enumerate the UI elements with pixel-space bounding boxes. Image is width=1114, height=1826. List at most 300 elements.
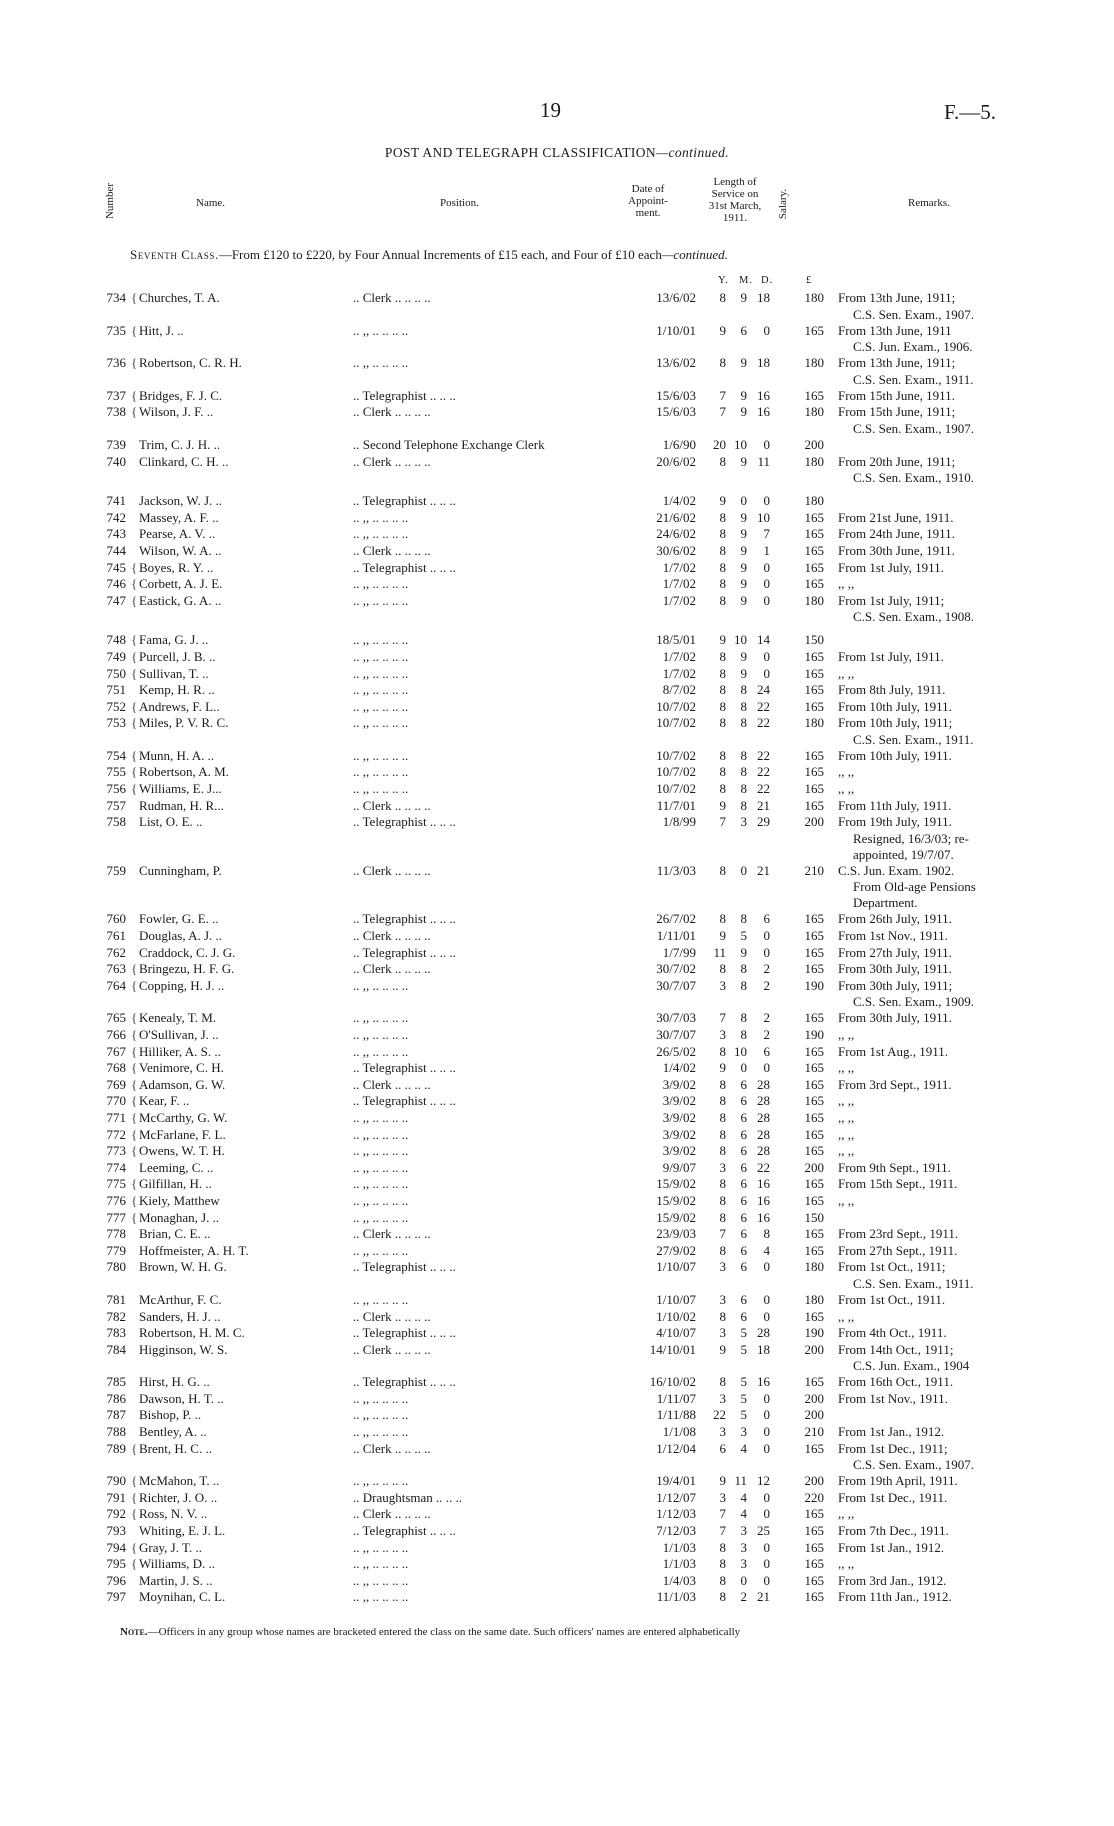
group-bracket: { bbox=[131, 1093, 138, 1109]
row-service-months: 5 bbox=[740, 928, 747, 944]
row-name: O'Sullivan, J. .. bbox=[139, 1027, 219, 1042]
row-service-months: 3 bbox=[740, 1539, 747, 1555]
row-service-months: 6 bbox=[740, 1176, 747, 1192]
row-position: .. Telegraphist .. .. .. bbox=[353, 1060, 456, 1076]
row-position: .. ,, .. .. .. .. bbox=[353, 509, 409, 525]
row-appointment-date: 10/7/02 bbox=[656, 747, 696, 763]
row-number: 791 bbox=[106, 1489, 126, 1505]
row-salary: 200 bbox=[804, 814, 824, 830]
row-remarks: From 10th July, 1911; bbox=[838, 715, 953, 731]
table-row bbox=[0, 526, 1114, 543]
row-service-years: 3 bbox=[719, 1027, 726, 1042]
row-salary: 165 bbox=[804, 1556, 824, 1572]
group-bracket: { bbox=[131, 665, 138, 681]
row-service-years: 9 bbox=[719, 632, 726, 648]
group-bracket: { bbox=[131, 781, 138, 797]
row-salary: 180 bbox=[804, 290, 824, 305]
row-service-months: 5 bbox=[740, 1390, 747, 1406]
row-number: 796 bbox=[106, 1572, 126, 1588]
row-service-days: 0 bbox=[763, 944, 770, 960]
row-name: Richter, J. O. .. bbox=[139, 1489, 218, 1505]
row-number: 774 bbox=[106, 1159, 126, 1175]
class-heading-label: Seventh Class. bbox=[130, 247, 219, 262]
row-service-years: 8 bbox=[719, 1192, 726, 1208]
row-service-years: 8 bbox=[719, 1043, 726, 1059]
row-name: Martin, J. S. .. bbox=[139, 1572, 213, 1588]
row-service-years: 8 bbox=[719, 1076, 726, 1092]
document-reference: F.—5. bbox=[944, 100, 996, 124]
row-service-days: 0 bbox=[763, 1390, 770, 1406]
row-appointment-date: 30/7/03 bbox=[656, 1010, 696, 1026]
row-salary: 180 bbox=[804, 404, 824, 420]
row-service-years: 3 bbox=[719, 1325, 726, 1341]
row-remarks: ,, ,, bbox=[838, 764, 855, 780]
row-service-days: 24 bbox=[757, 682, 770, 698]
row-number: 786 bbox=[106, 1390, 126, 1406]
table-row bbox=[0, 1143, 1114, 1160]
row-service-months: 6 bbox=[740, 1291, 747, 1307]
row-salary: 165 bbox=[804, 559, 824, 575]
row-name: Ross, N. V. .. bbox=[139, 1506, 208, 1522]
row-service-months: 8 bbox=[740, 977, 747, 993]
row-name: Miles, P. V. R. C. bbox=[139, 715, 229, 731]
row-position: .. ,, .. .. .. .. bbox=[353, 1109, 409, 1125]
row-salary: 165 bbox=[804, 1010, 824, 1026]
remarks-continuation bbox=[0, 609, 1114, 625]
row-service-months: 9 bbox=[740, 944, 747, 960]
row-number: 779 bbox=[106, 1242, 126, 1258]
row-position: .. ,, .. .. .. .. bbox=[353, 1407, 409, 1423]
row-name: Purcell, J. B. .. bbox=[139, 648, 216, 664]
table-row bbox=[0, 764, 1114, 781]
row-salary: 165 bbox=[804, 1226, 824, 1242]
row-service-days: 0 bbox=[763, 1556, 770, 1572]
row-appointment-date: 26/7/02 bbox=[656, 911, 696, 927]
row-position: .. Clerk .. .. .. .. bbox=[353, 290, 431, 305]
row-service-years: 8 bbox=[719, 1556, 726, 1572]
row-salary: 165 bbox=[804, 1374, 824, 1390]
row-position: .. Draughtsman .. .. .. bbox=[353, 1489, 463, 1505]
row-service-years: 7 bbox=[719, 404, 726, 420]
row-service-years: 7 bbox=[719, 1226, 726, 1242]
row-name: Fama, G. J. .. bbox=[139, 632, 209, 648]
group-bracket: { bbox=[131, 1176, 138, 1192]
row-salary: 165 bbox=[804, 542, 824, 558]
row-number: 737 bbox=[106, 387, 126, 403]
row-service-days: 0 bbox=[763, 1489, 770, 1505]
group-bracket: { bbox=[131, 747, 138, 763]
row-number: 762 bbox=[106, 944, 126, 960]
row-service-days: 4 bbox=[763, 1242, 770, 1258]
row-position: .. ,, .. .. .. .. bbox=[353, 526, 409, 542]
row-service-days: 0 bbox=[763, 1506, 770, 1522]
group-bracket: { bbox=[131, 977, 138, 993]
row-number: 789 bbox=[106, 1440, 126, 1456]
row-service-months: 6 bbox=[740, 1143, 747, 1159]
group-bracket: { bbox=[131, 1043, 138, 1059]
row-service-months: 6 bbox=[740, 1192, 747, 1208]
row-remarks: From 30th July, 1911. bbox=[838, 961, 952, 977]
row-service-years: 3 bbox=[719, 977, 726, 993]
row-salary: 165 bbox=[804, 781, 824, 797]
row-service-days: 0 bbox=[763, 1440, 770, 1456]
row-number: 752 bbox=[106, 698, 126, 714]
row-service-years: 8 bbox=[719, 453, 726, 469]
row-remarks: From 1st Nov., 1911. bbox=[838, 1390, 948, 1406]
row-service-days: 16 bbox=[757, 404, 770, 420]
row-position: .. Telegraphist .. .. .. bbox=[353, 1325, 456, 1341]
row-salary: 180 bbox=[804, 493, 824, 509]
table-row bbox=[0, 1243, 1114, 1260]
row-service-months: 9 bbox=[740, 542, 747, 558]
row-service-years: 9 bbox=[719, 493, 726, 509]
group-bracket: { bbox=[131, 1126, 138, 1142]
row-remarks: From 8th July, 1911. bbox=[838, 682, 946, 698]
row-service-days: 8 bbox=[763, 1226, 770, 1242]
row-service-months: 6 bbox=[740, 1126, 747, 1142]
row-appointment-date: 15/9/02 bbox=[656, 1176, 696, 1192]
row-service-days: 21 bbox=[757, 1589, 770, 1605]
row-service-years: 9 bbox=[719, 322, 726, 338]
group-bracket: { bbox=[131, 1556, 138, 1572]
group-bracket: { bbox=[131, 1506, 138, 1522]
group-bracket: { bbox=[131, 1143, 138, 1159]
row-service-days: 22 bbox=[757, 764, 770, 780]
row-appointment-date: 1/4/02 bbox=[662, 493, 696, 509]
row-number: 741 bbox=[106, 493, 126, 509]
remarks-continuation-text: C.S. Sen. Exam., 1909. bbox=[853, 994, 974, 1010]
row-number: 751 bbox=[106, 682, 126, 698]
row-salary: 190 bbox=[804, 1027, 824, 1042]
row-service-years: 8 bbox=[719, 715, 726, 731]
row-appointment-date: 7/12/03 bbox=[656, 1523, 696, 1539]
row-service-days: 7 bbox=[763, 526, 770, 542]
row-remarks: From 30th July, 1911; bbox=[838, 977, 953, 993]
row-remarks: From 1st July, 1911. bbox=[838, 648, 944, 664]
row-appointment-date: 1/8/99 bbox=[662, 814, 696, 830]
table-row bbox=[0, 798, 1114, 815]
row-service-days: 28 bbox=[757, 1093, 770, 1109]
row-service-days: 28 bbox=[757, 1325, 770, 1341]
row-name: Gray, J. T. .. bbox=[139, 1539, 202, 1555]
subheader-years: Y. bbox=[718, 275, 729, 286]
table-row bbox=[0, 1374, 1114, 1391]
row-service-months: 9 bbox=[740, 290, 747, 305]
classification-table bbox=[0, 290, 1114, 1606]
table-row bbox=[0, 1473, 1114, 1490]
table-row bbox=[0, 1441, 1114, 1458]
row-salary: 180 bbox=[804, 1291, 824, 1307]
remarks-continuation bbox=[0, 831, 1114, 847]
row-position: .. ,, .. .. .. .. bbox=[353, 355, 409, 371]
remarks-continuation-text: C.S. Sen. Exam., 1911. bbox=[853, 371, 974, 387]
row-position: .. ,, .. .. .. .. bbox=[353, 1126, 409, 1142]
row-appointment-date: 30/7/07 bbox=[656, 977, 696, 993]
row-position: .. ,, .. .. .. .. bbox=[353, 1242, 409, 1258]
table-row bbox=[0, 1176, 1114, 1193]
row-remarks: From 24th June, 1911. bbox=[838, 526, 955, 542]
row-service-days: 2 bbox=[763, 961, 770, 977]
row-name: Sanders, H. J. .. bbox=[139, 1308, 221, 1324]
row-position: .. Telegraphist .. .. .. bbox=[353, 1374, 456, 1390]
row-number: 771 bbox=[106, 1109, 126, 1125]
row-appointment-date: 9/9/07 bbox=[662, 1159, 696, 1175]
row-name: Massey, A. F. .. bbox=[139, 509, 219, 525]
page-number: 19 bbox=[540, 98, 561, 122]
row-service-days: 0 bbox=[763, 665, 770, 681]
row-name: Adamson, G. W. bbox=[139, 1076, 226, 1092]
row-remarks: ,, ,, bbox=[838, 576, 855, 592]
row-position: .. Clerk .. .. .. .. bbox=[353, 862, 431, 878]
row-service-months: 3 bbox=[740, 1424, 747, 1440]
row-service-days: 0 bbox=[763, 1424, 770, 1440]
table-row bbox=[0, 1424, 1114, 1441]
row-remarks: From 27th July, 1911. bbox=[838, 944, 952, 960]
row-salary: 180 bbox=[804, 355, 824, 371]
row-number: 739 bbox=[106, 436, 126, 452]
row-service-years: 8 bbox=[719, 1109, 726, 1125]
row-position: .. Clerk .. .. .. .. bbox=[353, 961, 431, 977]
row-salary: 200 bbox=[804, 1407, 824, 1423]
row-service-years: 9 bbox=[719, 797, 726, 813]
row-salary: 165 bbox=[804, 1308, 824, 1324]
row-service-days: 0 bbox=[763, 576, 770, 592]
row-remarks: From 13th June, 1911 bbox=[838, 322, 952, 338]
remarks-continuation bbox=[0, 421, 1114, 437]
row-appointment-date: 1/12/07 bbox=[656, 1489, 696, 1505]
row-position: .. ,, .. .. .. .. bbox=[353, 1572, 409, 1588]
row-salary: 165 bbox=[804, 1093, 824, 1109]
row-appointment-date: 1/7/02 bbox=[662, 592, 696, 608]
table-row bbox=[0, 1027, 1114, 1044]
row-salary: 165 bbox=[804, 648, 824, 664]
row-number: 793 bbox=[106, 1523, 126, 1539]
row-salary: 165 bbox=[804, 1192, 824, 1208]
row-name: Leeming, C. .. bbox=[139, 1159, 214, 1175]
row-position: .. ,, .. .. .. .. bbox=[353, 1143, 409, 1159]
row-service-days: 18 bbox=[757, 1341, 770, 1357]
row-position: .. Clerk .. .. .. .. bbox=[353, 542, 431, 558]
row-position: .. ,, .. .. .. .. bbox=[353, 715, 409, 731]
row-salary: 210 bbox=[804, 1424, 824, 1440]
group-bracket: { bbox=[131, 322, 138, 338]
row-name: Bishop, P. .. bbox=[139, 1407, 202, 1423]
row-salary: 165 bbox=[804, 698, 824, 714]
row-appointment-date: 1/7/99 bbox=[662, 944, 696, 960]
table-row bbox=[0, 699, 1114, 716]
row-salary: 180 bbox=[804, 453, 824, 469]
row-appointment-date: 14/10/01 bbox=[649, 1341, 696, 1357]
row-remarks: From 10th July, 1911. bbox=[838, 747, 952, 763]
table-row bbox=[0, 1226, 1114, 1243]
row-remarks: ,, ,, bbox=[838, 1556, 855, 1572]
table-row bbox=[0, 576, 1114, 593]
row-remarks: From 13th June, 1911; bbox=[838, 290, 956, 305]
row-name: Bentley, A. .. bbox=[139, 1424, 207, 1440]
remarks-continuation-text: C.S. Jun. Exam., 1904 bbox=[853, 1358, 970, 1374]
row-remarks: From 1st July, 1911. bbox=[838, 559, 944, 575]
row-salary: 190 bbox=[804, 1325, 824, 1341]
row-remarks: ,, ,, bbox=[838, 1109, 855, 1125]
row-service-months: 6 bbox=[740, 1259, 747, 1275]
row-service-months: 8 bbox=[740, 698, 747, 714]
row-service-years: 8 bbox=[719, 526, 726, 542]
row-appointment-date: 1/10/07 bbox=[656, 1259, 696, 1275]
row-salary: 165 bbox=[804, 1076, 824, 1092]
table-row bbox=[0, 1325, 1114, 1342]
row-service-months: 8 bbox=[740, 682, 747, 698]
subheader-days: D. bbox=[761, 275, 774, 286]
row-name: Craddock, C. J. G. bbox=[139, 944, 236, 960]
row-appointment-date: 11/3/03 bbox=[656, 862, 696, 878]
row-salary: 165 bbox=[804, 797, 824, 813]
row-service-years: 8 bbox=[719, 290, 726, 305]
table-row bbox=[0, 355, 1114, 372]
row-service-years: 8 bbox=[719, 648, 726, 664]
title-suffix: —continued. bbox=[656, 145, 730, 160]
row-remarks: From 3rd Jan., 1912. bbox=[838, 1572, 947, 1588]
table-row bbox=[0, 1010, 1114, 1027]
row-remarks: C.S. Jun. Exam. 1902. bbox=[838, 862, 955, 878]
row-service-days: 22 bbox=[757, 715, 770, 731]
row-name: McArthur, F. C. bbox=[139, 1291, 222, 1307]
row-salary: 180 bbox=[804, 1259, 824, 1275]
row-number: 748 bbox=[106, 632, 126, 648]
row-position: .. Telegraphist .. .. .. bbox=[353, 1523, 456, 1539]
row-name: Brian, C. E. .. bbox=[139, 1226, 211, 1242]
row-service-days: 2 bbox=[763, 977, 770, 993]
row-remarks: ,, ,, bbox=[838, 781, 855, 797]
table-row bbox=[0, 437, 1114, 454]
row-name: Bringezu, H. F. G. bbox=[139, 961, 235, 977]
row-salary: 165 bbox=[804, 509, 824, 525]
row-service-days: 22 bbox=[757, 747, 770, 763]
row-position: .. ,, .. .. .. .. bbox=[353, 322, 409, 338]
row-service-days: 6 bbox=[763, 1043, 770, 1059]
row-name: Kenealy, T. M. bbox=[139, 1010, 217, 1026]
remarks-continuation-text: C.S. Sen. Exam., 1908. bbox=[853, 609, 974, 625]
row-name: Churches, T. A. bbox=[139, 290, 220, 305]
row-service-years: 7 bbox=[719, 1523, 726, 1539]
table-row bbox=[0, 1210, 1114, 1227]
row-appointment-date: 1/12/03 bbox=[656, 1506, 696, 1522]
row-appointment-date: 8/7/02 bbox=[662, 682, 696, 698]
group-bracket: { bbox=[131, 592, 138, 608]
row-remarks: From 1st July, 1911; bbox=[838, 592, 945, 608]
row-appointment-date: 3/9/02 bbox=[662, 1109, 696, 1125]
row-name: Dawson, H. T. .. bbox=[139, 1390, 224, 1406]
row-number: 735 bbox=[106, 322, 126, 338]
row-number: 770 bbox=[106, 1093, 126, 1109]
group-bracket: { bbox=[131, 1027, 138, 1042]
row-salary: 165 bbox=[804, 944, 824, 960]
row-name: Robertson, C. R. H. bbox=[139, 355, 242, 371]
header-length-line: 31st March, bbox=[708, 200, 762, 212]
group-bracket: { bbox=[131, 576, 138, 592]
row-name: Higginson, W. S. bbox=[139, 1341, 228, 1357]
row-name: Moynihan, C. L. bbox=[139, 1589, 226, 1605]
row-number: 743 bbox=[106, 526, 126, 542]
row-remarks: ,, ,, bbox=[838, 1093, 855, 1109]
row-position: .. ,, .. .. .. .. bbox=[353, 1192, 409, 1208]
row-service-months: 8 bbox=[740, 764, 747, 780]
row-appointment-date: 1/1/03 bbox=[662, 1556, 696, 1572]
row-appointment-date: 26/5/02 bbox=[656, 1043, 696, 1059]
row-position: .. Clerk .. .. .. .. bbox=[353, 1308, 431, 1324]
remarks-continuation bbox=[0, 847, 1114, 863]
row-number: 745 bbox=[106, 559, 126, 575]
row-number: 769 bbox=[106, 1076, 126, 1092]
row-remarks: From 3rd Sept., 1911. bbox=[838, 1076, 952, 1092]
row-name: Wilson, J. F. .. bbox=[139, 404, 214, 420]
row-service-years: 3 bbox=[719, 1259, 726, 1275]
page-title bbox=[0, 145, 1114, 161]
row-appointment-date: 15/6/03 bbox=[656, 404, 696, 420]
row-service-years: 8 bbox=[719, 542, 726, 558]
row-salary: 200 bbox=[804, 1341, 824, 1357]
group-bracket: { bbox=[131, 1010, 138, 1026]
row-position: .. ,, .. .. .. .. bbox=[353, 1176, 409, 1192]
row-position: .. ,, .. .. .. .. bbox=[353, 665, 409, 681]
table-row bbox=[0, 715, 1114, 732]
row-position: .. Telegraphist .. .. .. bbox=[353, 493, 456, 509]
row-position: .. Clerk .. .. .. .. bbox=[353, 928, 431, 944]
remarks-continuation-text: Department. bbox=[853, 895, 918, 911]
row-number: 784 bbox=[106, 1341, 126, 1357]
row-position: .. Telegraphist .. .. .. bbox=[353, 911, 456, 927]
row-position: .. Telegraphist .. .. .. bbox=[353, 387, 456, 403]
row-appointment-date: 15/6/03 bbox=[656, 387, 696, 403]
row-appointment-date: 15/9/02 bbox=[656, 1192, 696, 1208]
row-service-months: 0 bbox=[740, 862, 747, 878]
row-position: .. Clerk .. .. .. .. bbox=[353, 453, 431, 469]
header-position: Position. bbox=[440, 197, 479, 209]
remarks-continuation-text: C.S. Sen. Exam., 1911. bbox=[853, 1275, 974, 1291]
row-service-days: 0 bbox=[763, 436, 770, 452]
row-remarks: From 26th July, 1911. bbox=[838, 911, 952, 927]
row-name: Kear, F. .. bbox=[139, 1093, 190, 1109]
table-row bbox=[0, 1060, 1114, 1077]
row-name: Hoffmeister, A. H. T. bbox=[139, 1242, 249, 1258]
row-appointment-date: 15/9/02 bbox=[656, 1209, 696, 1225]
row-position: .. ,, .. .. .. .. bbox=[353, 1589, 409, 1605]
row-salary: 165 bbox=[804, 1440, 824, 1456]
row-service-years: 8 bbox=[719, 682, 726, 698]
row-service-months: 8 bbox=[740, 911, 747, 927]
row-service-days: 2 bbox=[763, 1010, 770, 1026]
row-position: .. ,, .. .. .. .. bbox=[353, 682, 409, 698]
table-row bbox=[0, 1127, 1114, 1144]
table-row bbox=[0, 1093, 1114, 1110]
group-bracket: { bbox=[131, 1076, 138, 1092]
header-length-line: Length of bbox=[713, 176, 757, 188]
row-appointment-date: 3/9/02 bbox=[662, 1126, 696, 1142]
row-name: Munn, H. A. .. bbox=[139, 747, 215, 763]
row-appointment-date: 24/6/02 bbox=[656, 526, 696, 542]
row-remarks: ,, ,, bbox=[838, 1506, 855, 1522]
row-service-days: 0 bbox=[763, 1407, 770, 1423]
header-salary: Salary. bbox=[777, 188, 790, 220]
row-remarks: ,, ,, bbox=[838, 1192, 855, 1208]
row-position: .. Clerk .. .. .. .. bbox=[353, 797, 431, 813]
row-remarks: From 1st Dec., 1911. bbox=[838, 1489, 948, 1505]
row-position: .. ,, .. .. .. .. bbox=[353, 698, 409, 714]
row-number: 761 bbox=[106, 928, 126, 944]
remarks-continuation bbox=[0, 1276, 1114, 1292]
row-salary: 165 bbox=[804, 1589, 824, 1605]
row-service-years: 9 bbox=[719, 928, 726, 944]
row-remarks: From 14th Oct., 1911; bbox=[838, 1341, 954, 1357]
